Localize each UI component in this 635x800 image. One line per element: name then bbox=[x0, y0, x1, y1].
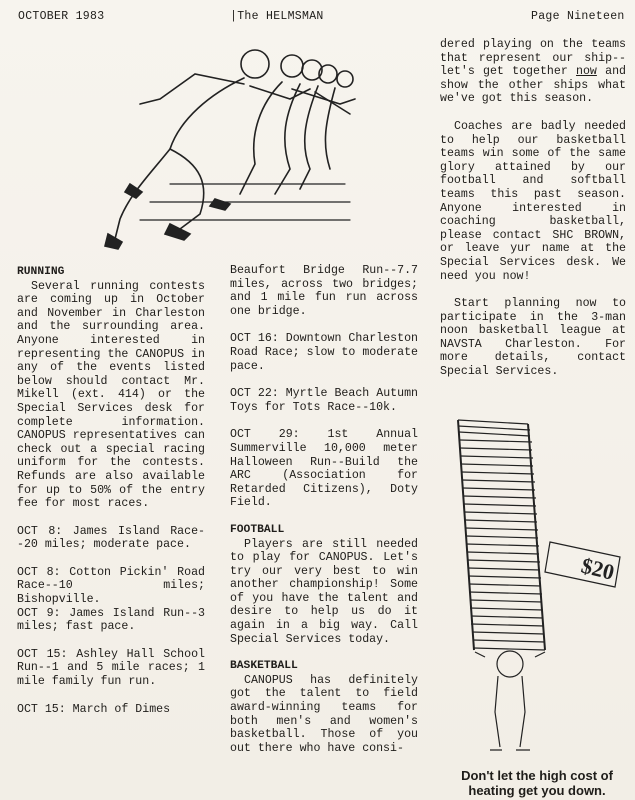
event-item: OCT 8: James Island Race--20 miles; moderate pace. bbox=[17, 524, 205, 552]
event-item: OCT 29: 1st Annual Summerville 10,000 meter Halloween Run--Build the ARC (Association for Retarded Citizens), Doty Field. bbox=[230, 428, 418, 510]
publication-title: |The HELMSMAN bbox=[230, 10, 324, 23]
bill-amount: $20 bbox=[578, 552, 617, 585]
event-item: Beaufort Bridge Run--7.7 miles, across two bridges; and 1 mile fun run across one bridge. bbox=[230, 264, 418, 318]
football-text: Players are still needed to play for CANOPUS. Let's try our very best to win another championship! Some of you have the talent and desire to help us do it again in a big way. Call Special Services today. bbox=[230, 537, 418, 646]
running-intro: Several running contests are coming up in October and November in Charleston and the surrounding area. Anyone interested in representing the CANOPUS in any of the events listed below should contact Mr. Mikell (ext. 414) or the Special Services desk for complete information. CANOPUS representatives can check out a special racing uniform for the contests. Refunds are also available for up to 50% of the entry fee for most races. bbox=[17, 279, 205, 511]
cartoon-caption: Don't let the high cost of heating get you down. bbox=[461, 768, 613, 798]
column-left bbox=[17, 264, 205, 730]
event-item: OCT 22: Myrtle Beach Autumn Toys for Tots Race--10k. bbox=[230, 387, 418, 414]
money-stack-cartoon bbox=[440, 412, 630, 767]
league-text: Start planning now to participate in the 3-man noon basketball league at NAVSTA Charleston. For more details, contact Special Services. bbox=[440, 297, 626, 379]
now-underlined: now bbox=[576, 65, 597, 79]
event-item: OCT 15: Ashley Hall School Run--1 and 5 mile races; 1 mile family fun run. bbox=[17, 647, 205, 689]
column-right bbox=[440, 38, 626, 393]
basketball-heading: BASKETBALL bbox=[230, 660, 298, 673]
event-item: OCT 15: March of Dimes bbox=[17, 702, 171, 716]
issue-date: OCTOBER 1983 bbox=[18, 10, 105, 23]
runners-illustration bbox=[60, 44, 360, 254]
event-item: OCT 8: Cotton Pickin' Road Race--10 miles; Bishopville. bbox=[17, 565, 205, 607]
basketball-continued: dered playing on the teams that represent our ship--let's get together now and show the other ships what we've got this season. bbox=[440, 38, 626, 106]
event-item: OCT 16: Downtown Charleston Road Race; slow to moderate pace. bbox=[230, 332, 418, 373]
page-number: Page Nineteen bbox=[531, 10, 625, 23]
event-item: OCT 9: James Island Run--3 miles; fast pace. bbox=[17, 606, 205, 634]
bill-stack-icon bbox=[458, 420, 545, 650]
coaches-text: Coaches are badly needed to help our basketball teams win some of the same glory attained by our football and softball teams this past season. Anyone interested in coaching basketball, please contact SHC BROWN, or leave yur name at the Special Services desk. We need you now! bbox=[440, 119, 626, 283]
basketball-text: CANOPUS has definitely got the talent to field award-winning teams for both men's and women's basketball. Those of you out there who have consi- bbox=[230, 673, 418, 755]
running-heading: RUNNING bbox=[17, 266, 65, 278]
football-heading: FOOTBALL bbox=[230, 523, 285, 536]
column-middle bbox=[230, 264, 418, 769]
